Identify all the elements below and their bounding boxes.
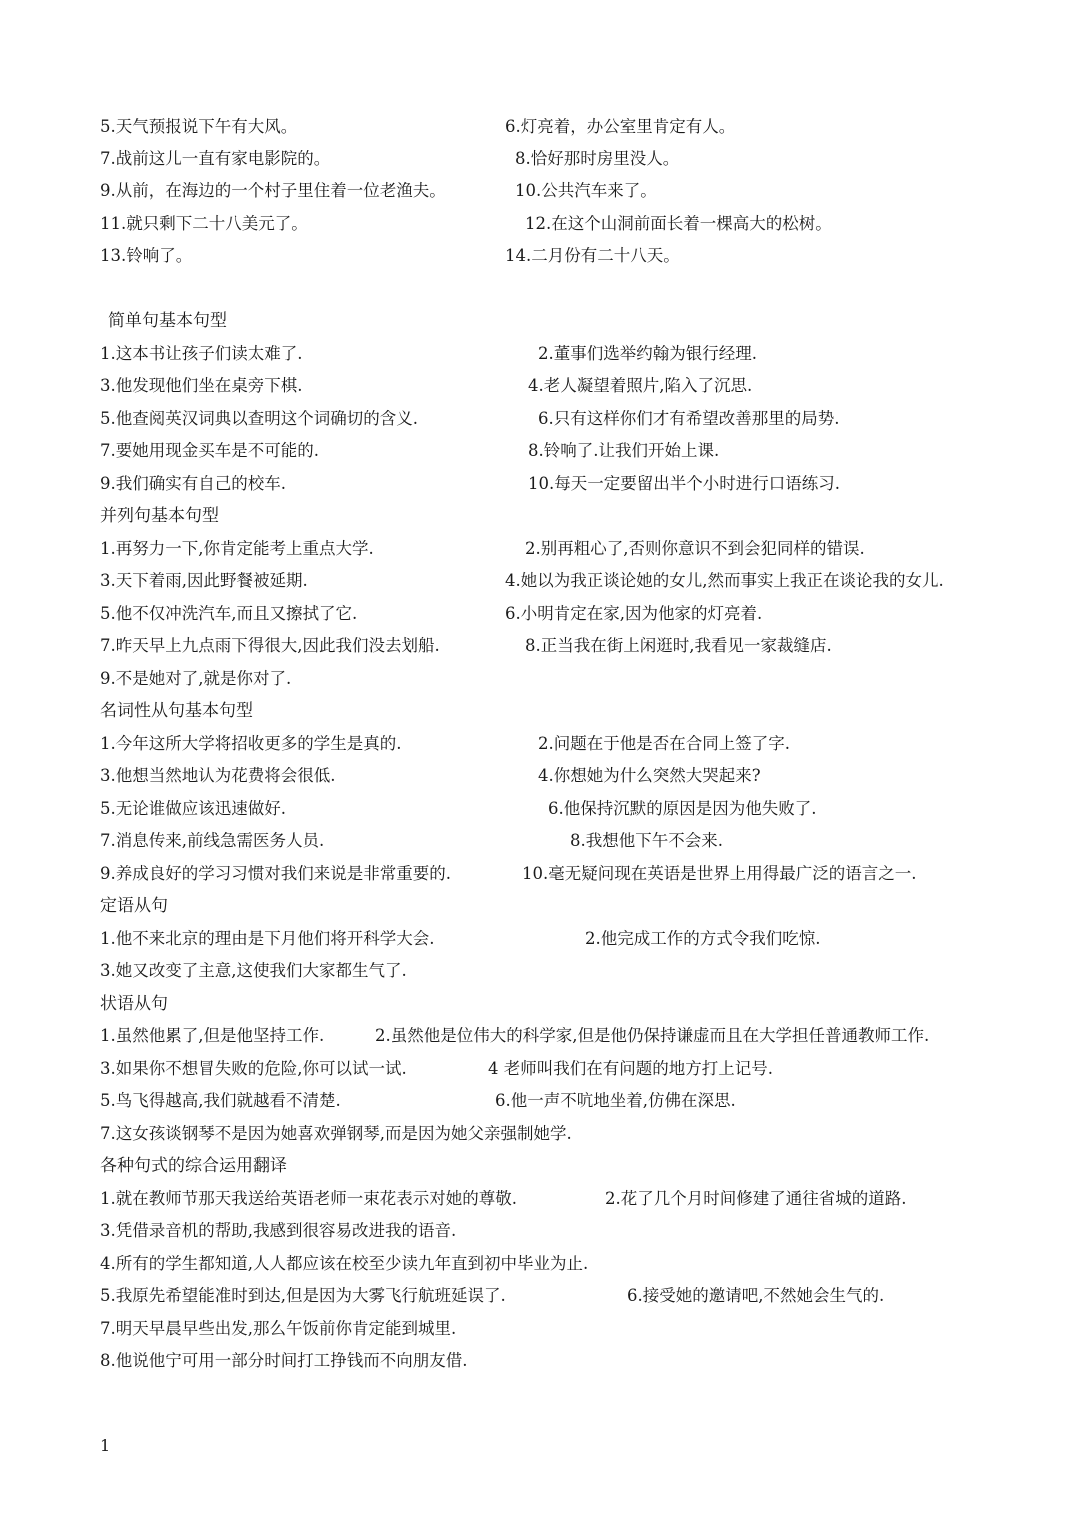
sentence-line: 5.鸟飞得越高,我们就越看不清楚.: [100, 1091, 341, 1110]
sentence-line: 9.从前，在海边的一个村子里住着一位老渔夫。: [100, 181, 446, 200]
sentence-line: 5.我原先希望能准时到达,但是因为大雾飞行航班延误了.: [100, 1286, 506, 1305]
sentence-line: 5.天气预报说下午有大风。: [100, 117, 298, 136]
sentence-line: 10.公共汽车来了。: [515, 181, 657, 200]
sentence-line: 6.接受她的邀请吧,不然她会生气的.: [627, 1286, 885, 1305]
sentence-line: 9.我们确实有自己的校车.: [100, 474, 286, 493]
sentence-line: 6.小明肯定在家,因为他家的灯亮着.: [505, 604, 763, 623]
sentence-line: 10.毫无疑问现在英语是世界上用得最广泛的语言之一.: [522, 864, 917, 883]
sentence-line: 3.他发现他们坐在桌旁下棋.: [100, 376, 303, 395]
sentence-line: 7.战前这儿一直有家电影院的。: [100, 149, 331, 168]
sentence-line: 8.他说他宁可用一部分时间打工挣钱而不向朋友借.: [100, 1351, 468, 1370]
sentence-line: 3.他想当然地认为花费将会很低.: [100, 766, 336, 785]
sentence-line: 7.这女孩谈钢琴不是因为她喜欢弹钢琴,而是因为她父亲强制她学.: [100, 1124, 572, 1143]
sentence-line: 4.所有的学生都知道,人人都应该在校至少读九年直到初中毕业为止.: [100, 1254, 589, 1273]
sentence-line: 4.老人凝望着照片,陷入了沉思.: [528, 376, 753, 395]
sentence-line: 6.只有这样你们才有希望改善那里的局势.: [538, 409, 840, 428]
sentence-line: 8.恰好那时房里没人。: [515, 149, 680, 168]
sentence-line: 8.铃响了.让我们开始上课.: [528, 441, 720, 460]
sentence-line: 13.铃响了。: [100, 246, 193, 265]
sentence-line: 6.灯亮着，办公室里肯定有人。: [505, 117, 736, 136]
sentence-line: 11.就只剩下二十八美元了。: [100, 214, 308, 233]
sentence-line: 5.他不仅冲洗汽车,而且又擦拭了它.: [100, 604, 358, 623]
sentence-line: 5.无论谁做应该迅速做好.: [100, 799, 286, 818]
section-heading-nominal: 名词性从句基本句型: [100, 701, 253, 721]
sentence-line: 8.我想他下午不会来.: [570, 831, 723, 850]
section-heading-compound: 并列句基本句型: [100, 506, 219, 526]
sentence-line: 10.每天一定要留出半个小时进行口语练习.: [528, 474, 840, 493]
sentence-line: 7.昨天早上九点雨下得很大,因此我们没去划船.: [100, 636, 440, 655]
section-heading-comprehensive: 各种句式的综合运用翻译: [100, 1156, 287, 1176]
sentence-line: 2.花了几个月时间修建了通往省城的道路.: [605, 1189, 907, 1208]
section-heading-simple: 简单句基本句型: [108, 311, 227, 331]
sentence-line: 1.这本书让孩子们读太难了.: [100, 344, 303, 363]
sentence-line: 2.别再粗心了,否则你意识不到会犯同样的错误.: [525, 539, 865, 558]
sentence-line: 4.她以为我正谈论她的女儿,然而事实上我正在谈论我的女儿.: [505, 571, 944, 590]
sentence-line: 6.他一声不吭地坐着,仿佛在深思.: [495, 1091, 736, 1110]
sentence-line: 1.再努力一下,你肯定能考上重点大学.: [100, 539, 374, 558]
sentence-line: 2.他完成工作的方式令我们吃惊.: [585, 929, 821, 948]
sentence-line: 2.问题在于他是否在合同上签了字.: [538, 734, 790, 753]
sentence-line: 4 老师叫我们在有问题的地方打上记号.: [488, 1059, 773, 1078]
sentence-line: 3.凭借录音机的帮助,我感到很容易改进我的语音.: [100, 1221, 457, 1240]
sentence-line: 9.养成良好的学习习惯对我们来说是非常重要的.: [100, 864, 451, 883]
sentence-line: 7.消息传来,前线急需医务人员.: [100, 831, 325, 850]
section-heading-attributive: 定语从句: [100, 896, 168, 916]
sentence-line: 9.不是她对了,就是你对了.: [100, 669, 292, 688]
sentence-line: 7.明天早晨早些出发,那么午饭前你肯定能到城里.: [100, 1319, 457, 1338]
sentence-line: 8.正当我在街上闲逛时,我看见一家裁缝店.: [525, 636, 832, 655]
sentence-line: 5.他查阅英汉词典以查明这个词确切的含义.: [100, 409, 418, 428]
sentence-line: 12.在这个山洞前面长着一棵高大的松树。: [525, 214, 832, 233]
sentence-line: 1.就在教师节那天我送给英语老师一束花表示对她的尊敬.: [100, 1189, 517, 1208]
section-heading-adverbial: 状语从句: [100, 994, 168, 1014]
sentence-line: 3.她又改变了主意,这使我们大家都生气了.: [100, 961, 407, 980]
sentence-line: 1.他不来北京的理由是下月他们将开科学大会.: [100, 929, 435, 948]
sentence-line: 2.董事们选举约翰为银行经理.: [538, 344, 757, 363]
sentence-line: 14.二月份有二十八天。: [505, 246, 680, 265]
sentence-line: 2.虽然他是位伟大的科学家,但是他仍保持谦虚而且在大学担任普通教师工作.: [375, 1026, 930, 1045]
sentence-line: 3.如果你不想冒失败的危险,你可以试一试.: [100, 1059, 407, 1078]
sentence-line: 1.虽然他累了,但是他坚持工作.: [100, 1026, 325, 1045]
sentence-line: 3.天下着雨,因此野餐被延期.: [100, 571, 308, 590]
sentence-line: 4.你想她为什么突然大哭起来?: [538, 766, 761, 785]
sentence-line: 7.要她用现金买车是不可能的.: [100, 441, 319, 460]
sentence-line: 1.今年这所大学将招收更多的学生是真的.: [100, 734, 402, 753]
page-number: 1: [100, 1436, 111, 1455]
sentence-line: 6.他保持沉默的原因是因为他失败了.: [548, 799, 817, 818]
